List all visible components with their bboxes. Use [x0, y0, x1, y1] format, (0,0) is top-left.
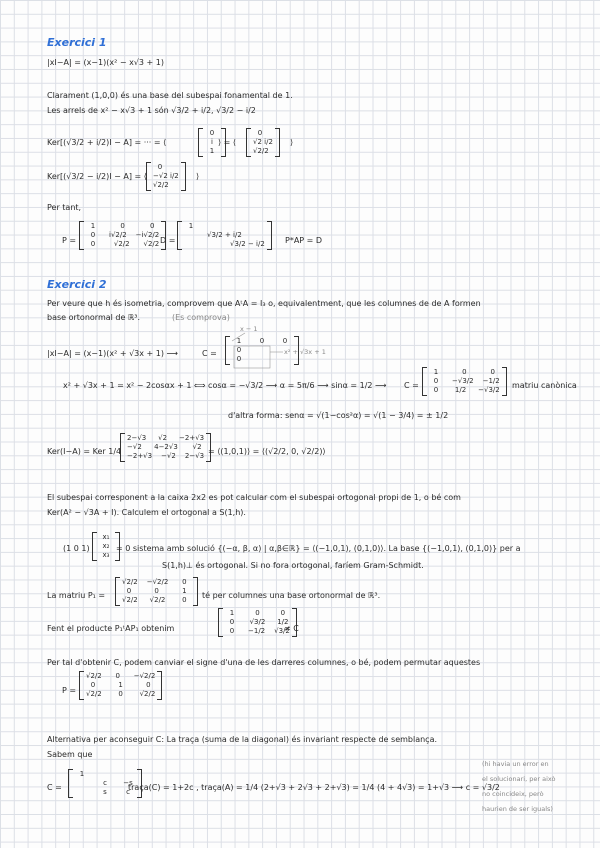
matrix-entry: √2/2 — [86, 672, 102, 680]
matrix-entry: 0 — [154, 587, 159, 595]
matrix-entry: √3/2 — [249, 618, 266, 626]
matrix-entry: 0 — [282, 337, 288, 345]
matrix-entry: 0 — [490, 368, 495, 376]
text-line: matriu canònica — [512, 381, 577, 390]
matrix-entry: −√2 — [127, 443, 142, 451]
matrix-entry: 0 — [236, 355, 242, 363]
matrix-entry: 0 — [120, 222, 125, 230]
matrix-entry: 0 — [115, 672, 120, 680]
matrix-entry: s — [103, 788, 107, 796]
matrix-entry: c — [103, 779, 107, 787]
text-line: La matriu P₁ = — [47, 591, 106, 600]
matrix-entry: 0 — [209, 129, 215, 137]
matrix-entry: −2+√3 — [127, 452, 153, 460]
annotation: x − 1 — [240, 325, 258, 333]
kernel-line: Ker[(√3/2 + i/2)I − A] = ··· = ⟨ — [47, 138, 167, 147]
matrix-entry: −√2 i/2 — [153, 172, 179, 180]
equation-line: x² + √3x + 1 = x² − 2cosαx + 1 ⟺ cosα = −√3/2 ⟶ α = 5π/6 ⟶ sinα = 1/2 ⟶ — [63, 381, 387, 390]
margin-note: no coincideix, però — [482, 790, 544, 798]
matrix-label: D = — [160, 236, 176, 245]
matrix-entry: 0 — [257, 129, 263, 137]
text-line: Sabem que — [47, 750, 93, 759]
matrix-entry: i√2/2 — [109, 231, 127, 239]
matrix-entry: 1/2 — [454, 386, 467, 394]
matrix-label: P = — [62, 236, 77, 245]
char-poly-line: |xI−A| = (x−1)(x² − x√3 + 1) — [47, 58, 164, 67]
matrix-entry: 1 — [188, 222, 194, 230]
margin-note: (hi havia un error en — [482, 760, 549, 768]
matrix-entry: x₂ — [102, 542, 110, 550]
exercise-1-title: Exercici 1 — [47, 36, 107, 49]
matrix-entry: 0 — [157, 163, 163, 171]
matrix-entry: 0 — [90, 681, 96, 689]
matrix-entry: 0 — [149, 222, 155, 230]
matrix-entry: √2/2 — [139, 690, 156, 698]
block-box — [234, 346, 270, 368]
matrix-entry: 0 — [90, 240, 96, 248]
matrix-entry: 1 — [209, 147, 215, 155]
kernel-line: Ker[(√3/2 − i/2)I − A] = ⟨ — [47, 172, 147, 181]
kernel-line: = ⟨(1,0,1)⟩ = ⟨(√2/2, 0, √2/2)⟩ — [208, 447, 326, 456]
matrix-entry: 0 — [90, 231, 96, 239]
exercise-2-title: Exercici 2 — [47, 278, 107, 291]
text-line: Per tal d'obtenir C, podem canviar el signe d'una de les darreres columnes, o bé, podem permutar aquestes — [47, 658, 481, 667]
matrix-entry: −√2/2 — [146, 578, 169, 586]
matrix-entry: √2 i/2 — [253, 138, 273, 146]
text-line: Les arrels de x² − x√3 + 1 són √3/2 + i/2, √3/2 − i/2 — [47, 106, 256, 115]
system-line: = 0 sistema amb solució {(−α, β, α) | α,β∈ℝ} = ⟨(−1,0,1), (0,1,0)⟩. La base {(−1,0,1), (0,1,0)} per a — [116, 544, 521, 553]
matrix-entry: 0 — [433, 386, 439, 394]
kernel-line: ⟩ — [290, 138, 294, 147]
matrix-entry: c — [126, 788, 130, 796]
matrix-entry: 0 — [280, 609, 286, 617]
matrix-entry: −2+√3 — [179, 434, 205, 442]
text-line: Per tant, — [47, 203, 82, 212]
matrix-entry: √3/2 + i/2 — [207, 231, 242, 239]
matrix-entry: 2−√3 — [184, 452, 205, 460]
matrix-entry: 1 — [433, 368, 439, 376]
matrix-label: C = — [404, 381, 419, 390]
matrix-entry: √2/2 — [122, 578, 138, 586]
text-line: té per columnes una base ortonormal de ℝ³. — [202, 591, 381, 600]
matrix-entry: −1/2 — [248, 627, 266, 635]
char-poly-line: |xI−A| = (x−1)(x² + √3x + 1) ⟶ — [47, 349, 179, 358]
matrix-entry: i — [211, 138, 213, 146]
matrix-entry: 1 — [182, 587, 187, 595]
alternative-line: d'altra forma: senα = √(1−cos²α) = √(1 − 3/4) = ± 1/2 — [228, 411, 449, 420]
text-line: base ortonormal de ℝ³. — [47, 313, 141, 322]
text-line: Clarament (1,0,0) és una base del subespai fonamental de 1. — [47, 91, 293, 100]
matrix-entry: 1 — [79, 770, 85, 778]
matrix-entry: 0 — [255, 609, 260, 617]
text-line: Ker(A² − √3A + I). Calculem el ortogonal a S(1,h). — [47, 508, 246, 517]
matrix-entry: √2 — [192, 443, 202, 451]
text-line: El subespai corresponent a la caixa 2x2 es pot calcular com el subespai ortogonal propi de 1, o bé com — [47, 493, 461, 502]
margin-note: el solucionari, per això — [482, 775, 556, 783]
matrix-entry: 0 — [259, 337, 265, 345]
matrix-entry: 4−2√3 — [154, 443, 178, 451]
trace-line: traça(C) = 1+2c , traça(A) = 1/4 (2+√3 + 2√3 + 2+√3) = 1/4 (4 + 4√3) = 1+√3 ⟶ c = √3/2 — [128, 783, 500, 792]
matrix-entry: √2/2 — [113, 240, 130, 248]
matrix-entry: −√2 — [161, 452, 176, 460]
matrix-entry: 1 — [229, 609, 235, 617]
matrix-entry: 0 — [236, 346, 242, 354]
matrix-label: C = — [202, 349, 217, 358]
text-line: ≠ C — [284, 624, 299, 633]
matrix-entry: 0 — [229, 618, 235, 626]
text-line: Alternativa per aconseguir C: La traça (suma de la diagonal) és invariant respecte de semblança. — [47, 735, 438, 744]
matrix-entry: √2/2 — [253, 147, 269, 155]
side-note: (Es comprova) — [172, 313, 230, 322]
similarity-equation: P*AP = D — [285, 236, 323, 245]
matrix-entry: 0 — [182, 578, 187, 586]
matrix-entry: 0 — [118, 690, 123, 698]
matrix-entry: √2/2 — [143, 240, 160, 248]
matrix-entry: 1 — [236, 337, 242, 345]
matrix-label: P = — [62, 686, 77, 695]
matrix-entry: √2 — [158, 434, 168, 442]
matrix-entry: 0 — [433, 377, 439, 385]
kernel-line: Ker(I−A) = Ker 1/4 — [47, 447, 122, 456]
matrix-entry: −i√2/2 — [135, 231, 160, 239]
matrix-entry: 0 — [229, 627, 235, 635]
matrix-entry: √2/2 — [149, 596, 166, 604]
matrix-entry: 2−√3 — [127, 434, 147, 442]
matrix-entry: 0 — [126, 587, 132, 595]
annotation: x² + √3x + 1 — [284, 348, 326, 356]
matrix-entry: x₃ — [102, 551, 110, 559]
kernel-line: ⟩ = ⟨ — [218, 138, 237, 147]
matrix-entry: √3/2 − i/2 — [230, 240, 265, 248]
matrix-entry: 1 — [118, 681, 123, 689]
matrix-entry: 0 — [146, 681, 151, 689]
margin-note: haurien de ser iguals) — [482, 805, 553, 813]
matrix-entry: −√3/2 — [452, 377, 474, 385]
matrix-label: C = — [47, 783, 62, 792]
matrix-entry: 0 — [462, 368, 467, 376]
matrix-entry: −1/2 — [482, 377, 500, 385]
text-line: Fent el producte P₁ᵗAP₁ obtenim — [47, 624, 175, 633]
matrix-entry: 1 — [90, 222, 96, 230]
matrix-entry: √2/2 — [86, 690, 102, 698]
matrix-entry: √3/2 — [274, 627, 290, 635]
pointer-line — [232, 333, 245, 341]
matrix-entry: 0 — [182, 596, 187, 604]
text-line: Per veure que h és isometria, comprovem que AᵗA = I₃ o, equivalentment, que les columnes de de A formen — [47, 299, 481, 308]
matrix-entry: −√2/2 — [133, 672, 156, 680]
matrix-entry: −√3/2 — [478, 386, 500, 394]
matrix-entry: 1/2 — [277, 618, 289, 626]
kernel-line: ⟩ — [196, 172, 200, 181]
text-line: S(1,h)⊥ és ortogonal. Si no fora ortogonal, faríem Gram-Schmidt. — [162, 561, 424, 570]
matrix-entry: √2/2 — [153, 181, 169, 189]
row-vector: (1 0 1) — [63, 544, 90, 553]
matrix-entry: −s — [123, 779, 133, 787]
matrix-entry: √2/2 — [122, 596, 138, 604]
matrix-entry: x₁ — [102, 533, 110, 541]
